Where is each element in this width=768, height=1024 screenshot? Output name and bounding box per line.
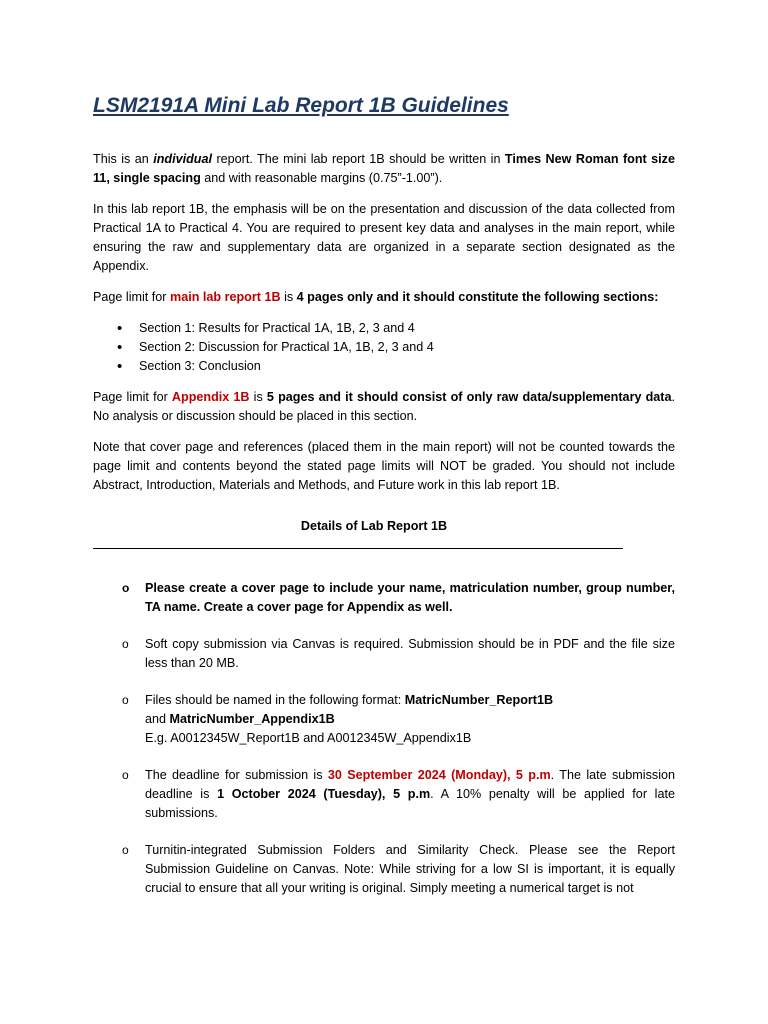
deadline-date: 30 September 2024 (Monday), 5 p.m [327, 768, 551, 782]
text: . A 10% penalty will be applied for late submissions. [145, 787, 675, 820]
appendix-label: Appendix 1B [171, 390, 250, 404]
appendix-page-limit [93, 388, 675, 426]
text: report. The mini lab report 1B should be written in [212, 152, 505, 166]
note-paragraph: Note that cover page and references (placed them in the main report) will not be counted towards the page limit and contents beyond the stated page limits will NOT be graded. You should not include Abstract, Introduction, Materials and Methods, and Future work in this lab report 1B. [93, 440, 675, 492]
text: and [145, 712, 170, 726]
details-list [93, 579, 675, 898]
text: . The late submission deadline is [145, 768, 675, 801]
intro-paragraph-emphasis: In this lab report 1B, the emphasis will be on the presentation and discussion of the data collected from Practical 1A to Practical 4. You are required to present key data and analyses in the main report, while ensuring the raw and supplementary data are organized in a separate section designated as the Appendix. [93, 202, 675, 273]
text: . No analysis or discussion should be placed in this section. [93, 390, 676, 423]
text: This is an [93, 152, 154, 166]
section-list [93, 319, 675, 376]
document-title: LSM2191A Mini Lab Report 1B Guidelines [93, 94, 509, 117]
report-filename-format: MatricNumber_Report1B [404, 693, 554, 707]
text: Page limit for [93, 290, 170, 304]
list-item-file-naming [145, 691, 675, 748]
text: is [280, 290, 297, 304]
emphasis-individual: individual [153, 152, 212, 166]
appendix-filename-format: MatricNumber_Appendix1B [169, 712, 335, 726]
list-item: • Section 1: Results for Practical 1A, 1B, 2, 3 and 4 [139, 319, 675, 338]
appendix-limit: 5 pages and it should consist of only raw data/supplementary data [266, 390, 672, 404]
text-line [145, 710, 675, 729]
text: Page limit for [93, 390, 172, 404]
late-deadline-date: 1 October 2024 (Tuesday), 5 p.m [217, 787, 431, 801]
main-report-label: main lab report 1B [170, 290, 281, 304]
divider [93, 548, 623, 549]
list-item: • Section 2: Discussion for Practical 1A, 1B, 2, 3 and 4 [139, 338, 675, 357]
list-item-turnitin: o Turnitin-integrated Submission Folders and Similarity Check. Please see the Report Submission Guideline on Canvas. Note: While striving for a low SI is important, it is equally crucial to ensure that all your writing is original. Simply meeting a numerical target is not [145, 841, 675, 898]
text: is [249, 390, 267, 404]
details-heading: Details of Lab Report 1B [300, 519, 448, 533]
main-report-limit: 4 pages only and it should constitute the following sections: [296, 290, 659, 304]
main-report-page-limit [93, 288, 675, 307]
list-item: • Section 3: Conclusion [139, 357, 675, 376]
text: and with reasonable margins (0.75”-1.00”). [200, 171, 443, 185]
font-requirement: Times New Roman font size 11, single spacing [93, 152, 675, 185]
text: The deadline for submission is [145, 768, 328, 782]
list-item-deadline [145, 766, 675, 823]
text: Files should be named in the following format: [145, 693, 405, 707]
list-item-cover-page: o Please create a cover page to include your name, matriculation number, group number, TA name. Create a cover page for Appendix as well. [145, 579, 675, 617]
intro-paragraph-format [93, 150, 675, 188]
list-item-soft-copy: o Soft copy submission via Canvas is required. Submission should be in PDF and the file size less than 20 MB. [145, 635, 675, 673]
filename-example: E.g. A0012345W_Report1B and A0012345W_Appendix1B [145, 731, 472, 745]
